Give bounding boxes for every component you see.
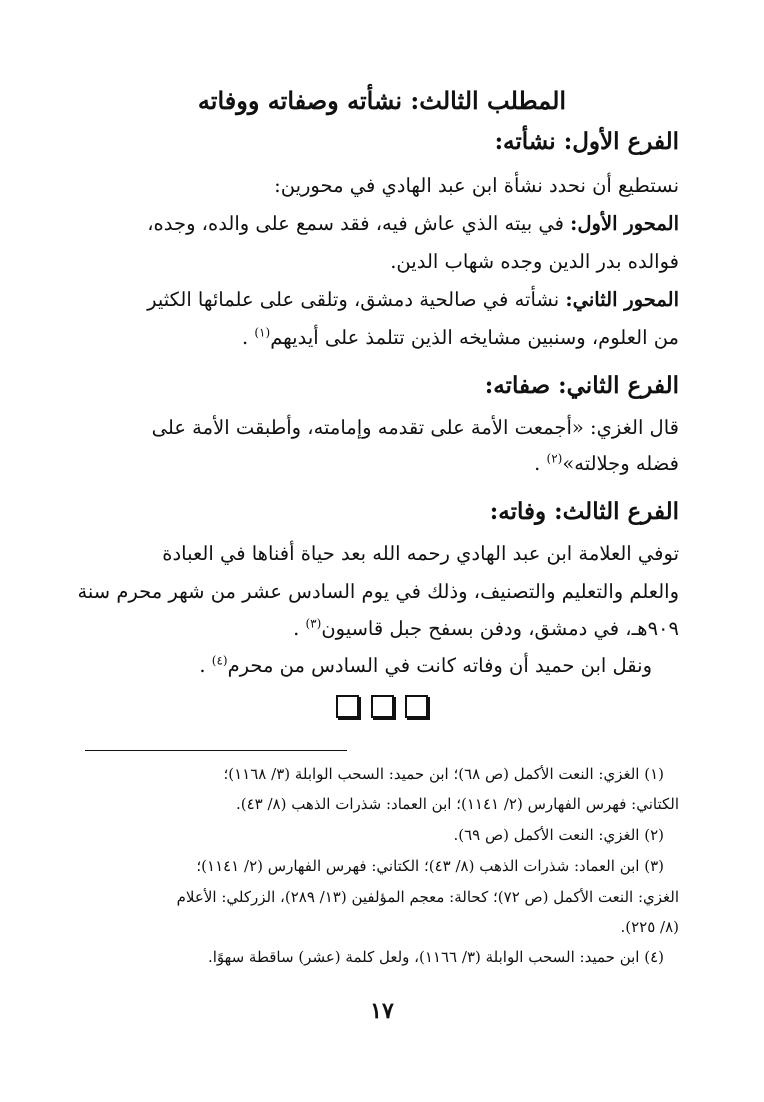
paragraph-intro: نستطيع أن نحدد نشأة ابن عبد الهادي في محورين: bbox=[274, 174, 679, 197]
paragraph-death-2: والعلم والتعليم والتصنيف، وذلك في يوم السادس عشر من شهر محرم سنة bbox=[77, 580, 679, 603]
death-text-3: ٩٠٩هـ، في دمشق، ودفن بسفح جبل قاسيون bbox=[321, 617, 679, 640]
paragraph-qualities: قال الغزي: «أجمعت الأمة على تقدمه وإمامته، وأطبقت الأمة على bbox=[151, 416, 679, 439]
footnote-4: (٤) ابن حميد: السحب الوابلة (٣/ ١١٦٦)، ولعل كلمة (عشر) ساقطة سهوًا. bbox=[207, 948, 664, 966]
footnote-ref-2: (٢) bbox=[546, 451, 563, 466]
square-ornament-icon bbox=[371, 695, 394, 718]
paragraph-axis2 bbox=[85, 288, 679, 311]
footnote-1-line-2: الكتاني: فهرس الفهارس (٢/ ١١٤١)؛ ابن العماد: شذرات الذهب (٨/ ٤٣). bbox=[235, 795, 679, 813]
square-ornament-icon bbox=[336, 695, 359, 718]
death-end-3: . bbox=[293, 617, 300, 640]
axis1-label: المحور الأول: bbox=[570, 212, 679, 235]
footnote-1-line-1: (١) الغزي: النعت الأكمل (ص ٦٨)؛ ابن حميد: السحب الوابلة (٣/ ١١٦٨)؛ bbox=[223, 765, 664, 783]
death-text-4: ونقل ابن حميد أن وفاته كانت في السادس من محرم bbox=[227, 654, 652, 677]
footnote-3-line-3: (٨/ ٢٢٥). bbox=[620, 918, 679, 936]
footnote-3-line-1: (٣) ابن العماد: شذرات الذهب (٨/ ٤٣)؛ الكتاني: فهرس الفهارس (٢/ ١١٤١)؛ bbox=[196, 857, 664, 875]
page-number: ١٧ bbox=[370, 998, 394, 1024]
paragraph-axis1-cont: فوالده بدر الدين وجده شهاب الدين. bbox=[390, 250, 679, 273]
axis2-label: المحور الثاني: bbox=[565, 288, 679, 311]
page-title: المطلب الثالث: نشأته وصفاته ووفاته bbox=[197, 86, 567, 115]
death-end-4: . bbox=[199, 654, 206, 677]
footnote-2: (٢) الغزي: النعت الأكمل (ص ٦٩). bbox=[453, 826, 664, 844]
footnote-ref-3: (٣) bbox=[305, 616, 322, 631]
paragraph-death-3 bbox=[85, 617, 679, 640]
section-divider-ornament bbox=[0, 695, 764, 722]
paragraph-axis2-cont bbox=[85, 326, 679, 349]
footnote-separator bbox=[85, 750, 347, 751]
axis1-text: في بيته الذي عاش فيه، فقد سمع على والده، وجده، bbox=[147, 212, 564, 235]
section-heading-death: الفرع الثالث: وفاته: bbox=[489, 498, 679, 525]
paragraph-death-4 bbox=[85, 654, 652, 677]
axis2-end: . bbox=[241, 326, 249, 349]
axis2-text-cont: من العلوم، وسنبين مشايخه الذين تتلمذ على أيديهم bbox=[270, 326, 679, 349]
paragraph-death-1: توفي العلامة ابن عبد الهادي رحمه الله بعد حياة أفناها في العبادة bbox=[162, 542, 679, 565]
paragraph-qualities-cont bbox=[85, 452, 679, 475]
footnote-ref-1: (١) bbox=[254, 325, 271, 340]
footnote-ref-4: (٤) bbox=[211, 653, 228, 668]
qualities-end: . bbox=[534, 452, 541, 475]
footnote-3-line-2: الغزي: النعت الأكمل (ص ٧٢)؛ كحالة: معجم المؤلفين (١٣/ ٢٨٩)، الزركلي: الأعلام bbox=[176, 888, 679, 906]
paragraph-axis1 bbox=[85, 212, 679, 235]
section-heading-upbringing: الفرع الأول: نشأته: bbox=[494, 128, 679, 155]
qualities-text-cont: فضله وجلالته» bbox=[562, 452, 679, 475]
section-heading-qualities: الفرع الثاني: صفاته: bbox=[484, 372, 679, 399]
square-ornament-icon bbox=[405, 695, 428, 718]
axis2-text: نشأته في صالحية دمشق، وتلقى على علمائها الكثير bbox=[147, 288, 560, 311]
